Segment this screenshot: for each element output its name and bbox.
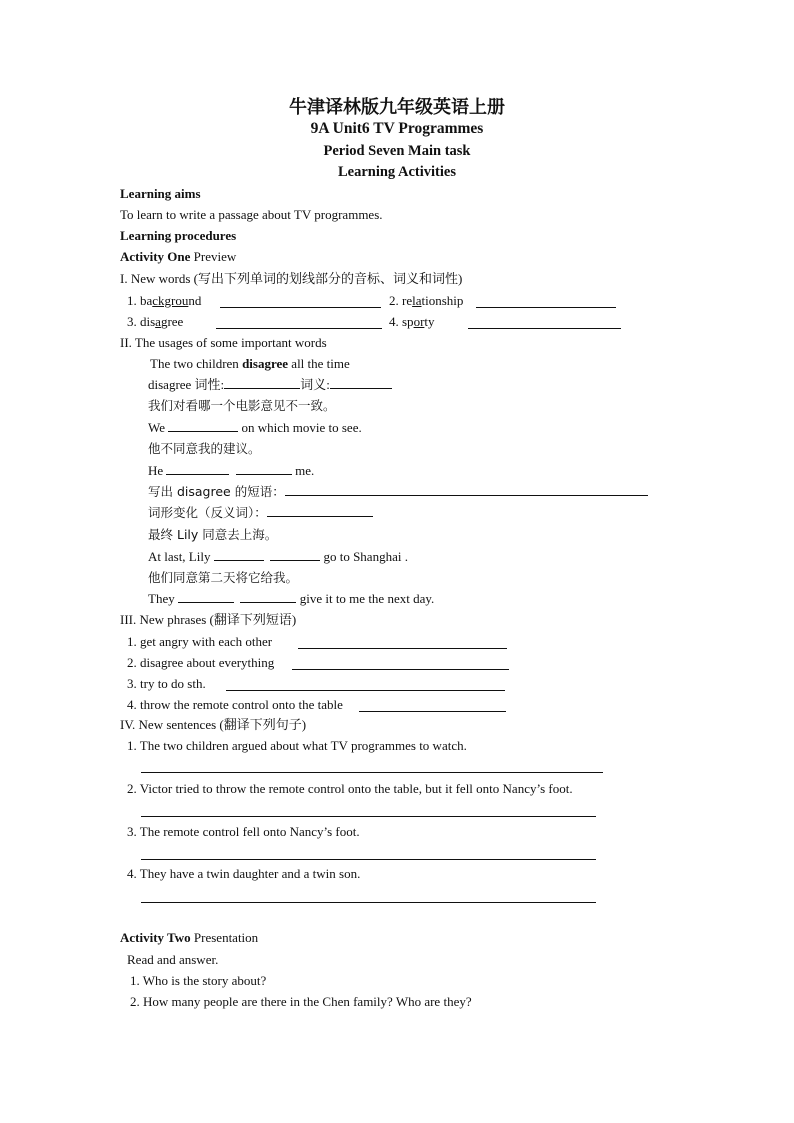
- sentence-item-3: 3. The remote control fell onto Nancy’s foot.: [127, 824, 360, 839]
- worksheet-title: 牛津译林版九年级英语上册: [289, 97, 505, 118]
- usage-en-2: He me.: [148, 463, 315, 478]
- read-answer-instruction: Read and answer.: [127, 952, 219, 967]
- part-of-speech-blank[interactable]: [224, 377, 300, 389]
- usage-blank-3a[interactable]: [214, 549, 264, 561]
- usage-blank-2a[interactable]: [166, 463, 229, 475]
- sentence-item-1: 1. The two children argued about what TV programmes to watch.: [127, 738, 467, 753]
- phrase-blank[interactable]: [285, 484, 648, 496]
- usage-blank-2b[interactable]: [236, 463, 292, 475]
- phrase-item-2: 2. disagree about everything: [127, 655, 275, 670]
- phrase-answer-line-4[interactable]: [359, 711, 506, 712]
- activity-one-name: Preview: [190, 249, 237, 264]
- usage-cn-1: 我们对看哪一个电影意见不一致。: [148, 398, 336, 413]
- usages-heading: II. The usages of some important words: [120, 335, 327, 350]
- phrase-answer-line-1[interactable]: [298, 648, 507, 649]
- unit-title: 9A Unit6 TV Programmes: [310, 120, 484, 137]
- usage-cn-2: 他不同意我的建议。: [148, 441, 261, 456]
- usage-variant-line: 词形变化（反义词）：: [148, 505, 373, 521]
- phrase-item-1: 1. get angry with each other: [127, 634, 273, 649]
- usage-blank-3b[interactable]: [270, 549, 320, 561]
- new-sentences-heading: IV. New sentences (翻译下列句子): [120, 717, 307, 732]
- phrase-item-3: 3. try to do sth.: [127, 676, 206, 691]
- question-2: 2. How many people are there in the Chen family? Who are they?: [130, 994, 472, 1009]
- meaning-blank[interactable]: [330, 377, 392, 389]
- usage-blank-1[interactable]: [168, 420, 238, 432]
- activity-one-heading: [120, 249, 236, 265]
- sentence-answer-line-3[interactable]: [141, 859, 596, 860]
- period-title: Period Seven Main task: [323, 143, 471, 159]
- word-item-1: 1. background: [127, 293, 202, 308]
- word-answer-line-2[interactable]: [476, 307, 616, 308]
- aims-heading: Learning aims: [120, 186, 201, 201]
- phrase-answer-line-2[interactable]: [292, 669, 509, 670]
- sentence-item-4: 4. They have a twin daughter and a twin son.: [127, 866, 361, 881]
- activity-two-label: Activity Two: [120, 930, 191, 945]
- phrase-item-4: 4. throw the remote control onto the table: [127, 697, 343, 712]
- usage-word-line: disagree 词性: 词义:: [148, 377, 392, 393]
- usage-cn-3: 最终 Lily 同意去上海。: [148, 527, 278, 542]
- usage-cn-4: 他们同意第二天将它给我。: [148, 570, 299, 585]
- activity-two-heading: [120, 930, 258, 946]
- activity-two-name: Presentation: [190, 930, 259, 945]
- usage-en-3: At last, Lily go to Shanghai .: [148, 549, 408, 564]
- word-answer-line-4[interactable]: [468, 328, 621, 329]
- new-words-heading: I. New words (写出下列单词的划线部分的音标、词义和词性): [120, 271, 463, 286]
- word-answer-line-1[interactable]: [220, 307, 381, 308]
- question-1: 1. Who is the story about?: [130, 973, 267, 988]
- phrase-answer-line-3[interactable]: [226, 690, 505, 691]
- new-phrases-heading: III. New phrases (翻译下列短语): [120, 612, 297, 627]
- usage-blank-4a[interactable]: [178, 591, 234, 603]
- word-answer-line-3[interactable]: [216, 328, 382, 329]
- variant-blank[interactable]: [267, 505, 373, 517]
- word-item-3: 3. disagree: [127, 314, 184, 329]
- usage-blank-4b[interactable]: [240, 591, 296, 603]
- sentence-item-2: 2. Victor tried to throw the remote control onto the table, but it fell onto Nancy’s foot.: [127, 781, 573, 796]
- usage-en-4: They give it to me the next day.: [148, 591, 435, 606]
- usage-example: The two children disagree all the time: [150, 356, 350, 371]
- sentence-answer-line-4[interactable]: [141, 902, 596, 903]
- word-item-4: 4. sporty: [389, 314, 435, 329]
- aims-text: To learn to write a passage about TV programmes.: [120, 207, 383, 222]
- activities-subtitle: Learning Activities: [337, 164, 456, 180]
- sentence-answer-line-1[interactable]: [141, 772, 603, 773]
- activity-one-label: Activity One: [120, 249, 191, 264]
- usage-phrase-line: 写出 disagree 的短语：: [148, 484, 648, 500]
- word-item-2: 2. relationship: [389, 293, 464, 308]
- usage-en-1: We on which movie to see.: [148, 420, 362, 435]
- procedures-heading: Learning procedures: [120, 228, 237, 243]
- sentence-answer-line-2[interactable]: [141, 816, 596, 817]
